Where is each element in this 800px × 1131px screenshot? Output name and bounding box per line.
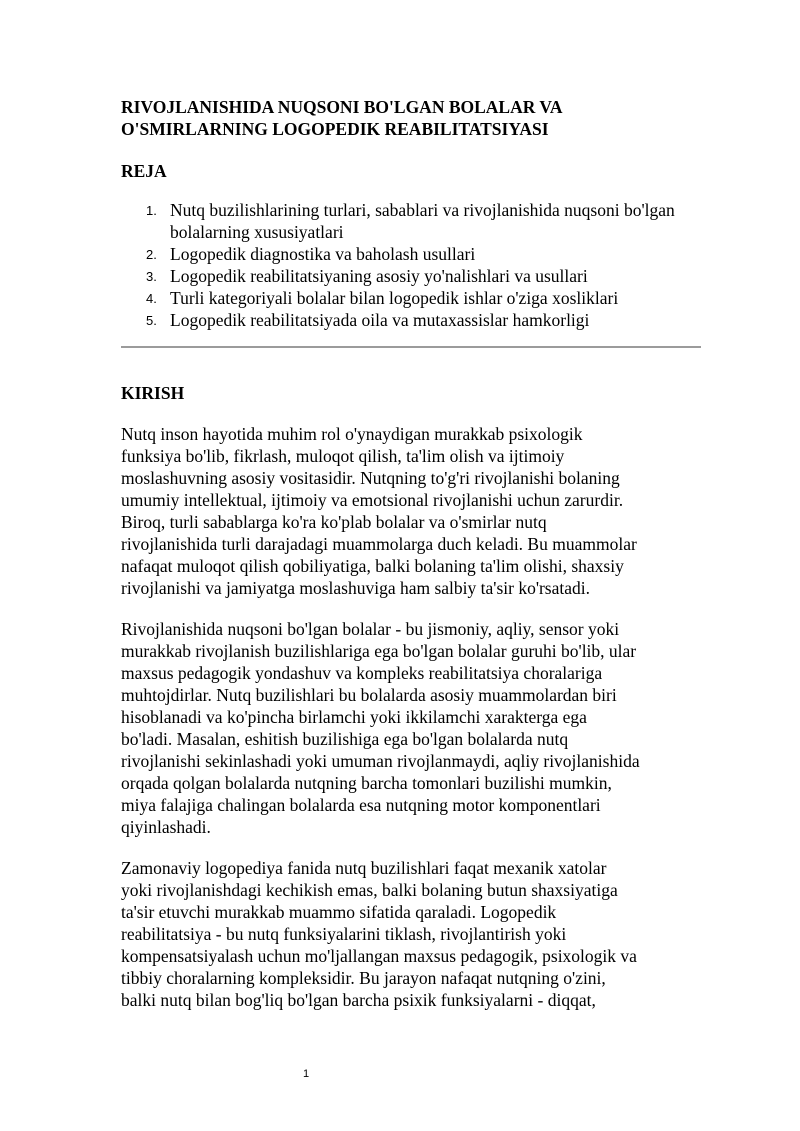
paragraph-line: Biroq, turli sabablarga ko'ra ko'plab bolalar va o'smirlar nutq bbox=[121, 512, 547, 532]
plan-item-number: 3. bbox=[146, 269, 157, 284]
paragraph-line: maxsus pedagogik yondashuv va kompleks reabilitatsiya choralariga bbox=[121, 663, 603, 683]
paragraph-line: tibbiy choralarning kompleksidir. Bu jarayon nafaqat nutqning o'zini, bbox=[121, 968, 606, 988]
page-number: 1 bbox=[302, 1068, 310, 1080]
plan-item-text: Nutq buzilishlarining turlari, sabablari va rivojlanishida nuqsoni bo'lgan bolalarning xususiyatlari bbox=[170, 200, 675, 242]
paragraph-line: Zamonaviy logopediya fanida nutq buzilishlari faqat mexanik xatolar bbox=[121, 858, 607, 878]
paragraph-line: qiyinlashadi. bbox=[121, 817, 211, 837]
paragraph-line: hisoblanadi va ko'pincha birlamchi yoki ikkilamchi xarakterga ega bbox=[121, 707, 587, 727]
plan-item-number: 5. bbox=[146, 313, 157, 328]
plan-item bbox=[121, 265, 703, 287]
paragraph-line: balki nutq bilan bog'liq bo'lgan barcha psixik funksiyalarni - diqqat, bbox=[121, 990, 596, 1010]
plan-item bbox=[121, 199, 703, 243]
paragraph-line: rivojlanishida turli darajadagi muammolarga duch keladi. Bu muammolar bbox=[121, 534, 637, 554]
paragraph-line: Nutq inson hayotida muhim rol o'ynaydigan murakkab psixologik bbox=[121, 424, 583, 444]
paragraph-line: moslashuvning asosiy vositasidir. Nutqning to'g'ri rivojlanishi bolaning bbox=[121, 468, 620, 488]
plan-item-text: Logopedik diagnostika va baholash usullari bbox=[170, 244, 476, 264]
plan-item-number: 4. bbox=[146, 291, 157, 306]
document-title-line-1: RIVOJLANISHIDA NUQSONI BO'LGAN BOLALAR VA bbox=[121, 97, 563, 117]
plan-item bbox=[121, 309, 703, 331]
paragraph-line: murakkab rivojlanish buzilishlariga ega bo'lgan bolalar guruhi bo'lib, ular bbox=[121, 641, 637, 661]
paragraph-line: miya falajiga chalingan bolalarda esa nutqning motor komponentlari bbox=[121, 795, 601, 815]
paragraph-line: reabilitatsiya - bu nutq funksiyalarini tiklash, rivojlantirish yoki bbox=[121, 924, 567, 944]
intro-paragraph-1 bbox=[121, 423, 701, 599]
paragraph-line: Rivojlanishida nuqsoni bo'lgan bolalar - bu jismoniy, aqliy, sensor yoki bbox=[121, 619, 620, 639]
document-title-line-2: O'SMIRLARNING LOGOPEDIK REABILITATSIYASI bbox=[121, 119, 549, 139]
plan-item-text: Logopedik reabilitatsiyada oila va mutaxassislar hamkorligi bbox=[170, 310, 590, 330]
section-divider bbox=[121, 346, 701, 348]
plan-item bbox=[121, 243, 703, 265]
plan-item-text: Turli kategoriyali bolalar bilan logopedik ishlar o'ziga xosliklari bbox=[170, 288, 619, 308]
paragraph-line: yoki rivojlanishdagi kechikish emas, balki bolaning butun shaxsiyatiga bbox=[121, 880, 618, 900]
paragraph-line: kompensatsiyalash uchun mo'ljallangan maxsus pedagogik, psixologik va bbox=[121, 946, 637, 966]
paragraph-line: umumiy intellektual, ijtimoiy va emotsional rivojlanishi uchun zarurdir. bbox=[121, 490, 624, 510]
plan-item-number: 1. bbox=[146, 203, 157, 218]
plan-item-text: Logopedik reabilitatsiyaning asosiy yo'nalishlari va usullari bbox=[170, 266, 588, 286]
paragraph-line: nafaqat muloqot qilish qobiliyatiga, balki bolaning ta'lim olishi, shaxsiy bbox=[121, 556, 624, 576]
document-page bbox=[121, 96, 701, 1011]
paragraph-line: muhtojdirlar. Nutq buzilishlari bu bolalarda asosiy muammolardan biri bbox=[121, 685, 617, 705]
paragraph-line: orqada qolgan bolalarda nutqning barcha tomonlari buzilishi mumkin, bbox=[121, 773, 612, 793]
paragraph-line: bo'ladi. Masalan, eshitish buzilishiga ega bo'lgan bolalarda nutq bbox=[121, 729, 569, 749]
paragraph-line: funksiya bo'lib, fikrlash, muloqot qilish, ta'lim olish va ijtimoiy bbox=[121, 446, 565, 466]
document-title bbox=[121, 96, 701, 140]
paragraph-line: rivojlanishi va jamiyatga moslashuviga ham salbiy ta'sir ko'rsatadi. bbox=[121, 578, 590, 598]
paragraph-line: ta'sir etuvchi murakkab muammo sifatida qaraladi. Logopedik bbox=[121, 902, 557, 922]
plan-list bbox=[121, 199, 701, 331]
plan-item-number: 2. bbox=[146, 247, 157, 262]
intro-paragraph-2 bbox=[121, 618, 701, 838]
intro-heading: KIRISH bbox=[121, 383, 185, 403]
plan-heading: REJA bbox=[121, 161, 167, 181]
plan-item bbox=[121, 287, 703, 309]
intro-paragraph-3 bbox=[121, 857, 701, 1011]
paragraph-line: rivojlanishi sekinlashadi yoki umuman rivojlanmaydi, aqliy rivojlanishida bbox=[121, 751, 640, 771]
